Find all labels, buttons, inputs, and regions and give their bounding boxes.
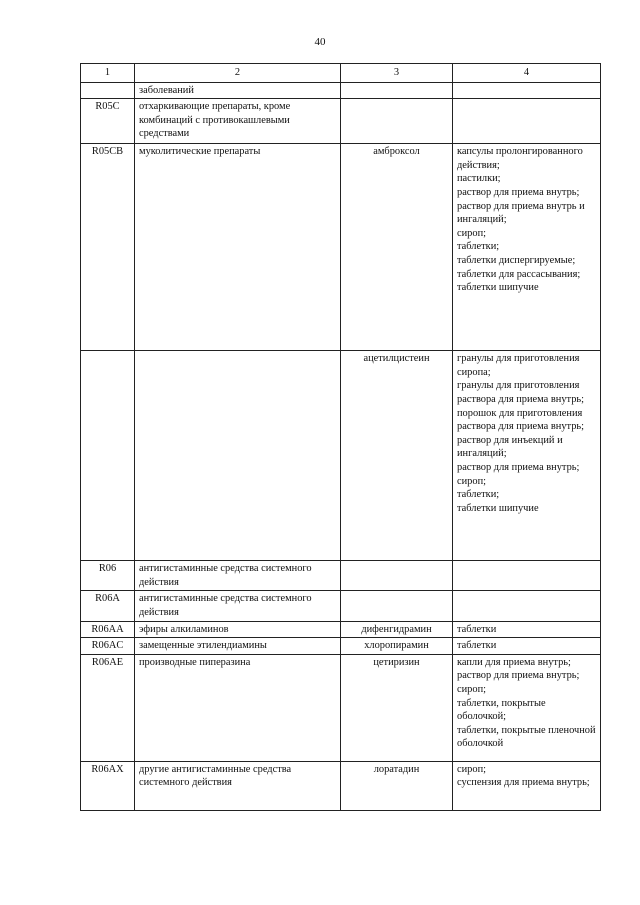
dosage-form: суспензия для приема внутрь; xyxy=(457,777,590,789)
table-row xyxy=(81,351,601,561)
group-name-cell: муколитические препараты xyxy=(135,144,341,351)
inn-cell xyxy=(341,99,453,144)
dosage-form: раствор для приема внутрь; xyxy=(457,461,580,473)
table-row xyxy=(81,591,601,621)
dosage-forms-cell xyxy=(453,82,601,99)
dosage-form: раствор для инъекций и ингаляций; xyxy=(457,434,563,460)
atc-code-cell: R06AE xyxy=(81,654,135,761)
table-row xyxy=(81,654,601,761)
atc-code-cell xyxy=(81,82,135,99)
dosage-form: таблетки xyxy=(457,640,497,652)
table-row xyxy=(81,761,601,810)
dosage-form: гранулы для приготовления сиропа; xyxy=(457,353,580,378)
dosage-form: гранулы для приготовления раствора для приема внутрь; xyxy=(457,380,585,405)
inn-cell xyxy=(341,82,453,99)
inn-cell xyxy=(341,561,453,591)
dosage-form: капли для приема внутрь; xyxy=(457,656,571,668)
dosage-forms-cell xyxy=(453,144,601,351)
atc-code-cell: R06AC xyxy=(81,638,135,655)
inn-cell: амброксол xyxy=(341,144,453,351)
column-header: 1 xyxy=(81,64,135,83)
dosage-form: порошок для приготовления раствора для приема внутрь; xyxy=(457,407,585,433)
atc-code-cell: R06 xyxy=(81,561,135,591)
dosage-form: таблетки, покрытые пленочной оболочкой xyxy=(457,724,596,750)
dosage-form: сироп; xyxy=(457,683,487,695)
inn-cell: хлоропирамин xyxy=(341,638,453,655)
header-row xyxy=(81,64,601,83)
table-row xyxy=(81,144,601,351)
atc-code-cell: R05C xyxy=(81,99,135,144)
dosage-forms-cell xyxy=(453,591,601,621)
dosage-form: таблетки, покрытые оболочкой; xyxy=(457,697,546,723)
dosage-forms-cell xyxy=(453,621,601,638)
group-name-cell: производные пиперазина xyxy=(135,654,341,761)
dosage-form: таблетки xyxy=(457,623,497,635)
group-name-cell: антигистаминные средства системного действия xyxy=(135,561,341,591)
dosage-form: таблетки диспергируемые; xyxy=(457,254,576,266)
inn-cell: ацетилцистеин xyxy=(341,351,453,561)
inn-cell: лоратадин xyxy=(341,761,453,810)
inn-cell: дифенгидрамин xyxy=(341,621,453,638)
atc-code-cell xyxy=(81,351,135,561)
table-row xyxy=(81,99,601,144)
dosage-form: таблетки; xyxy=(457,489,500,501)
dosage-forms-cell xyxy=(453,654,601,761)
atc-code-cell: R06AX xyxy=(81,761,135,810)
dosage-form: таблетки для рассасывания; xyxy=(457,268,581,280)
dosage-form: сироп; xyxy=(457,227,487,239)
dosage-forms-cell xyxy=(453,99,601,144)
atc-code-cell: R06AA xyxy=(81,621,135,638)
dosage-form: раствор для приема внутрь и ингаляций; xyxy=(457,200,585,226)
dosage-form: раствор для приема внутрь; xyxy=(457,186,580,198)
dosage-form: раствор для приема внутрь; xyxy=(457,670,580,682)
page-number: 40 xyxy=(314,36,326,48)
group-name-cell: отхаркивающие препараты, кроме комбинаций с противокашлевыми средствами xyxy=(135,99,341,144)
drug-table xyxy=(80,63,601,811)
dosage-form: пастилки; xyxy=(457,173,501,185)
dosage-form: сироп; xyxy=(457,763,487,775)
dosage-forms-cell xyxy=(453,351,601,561)
group-name-cell: другие антигистаминные средства системного действия xyxy=(135,761,341,810)
atc-code-cell: R06A xyxy=(81,591,135,621)
table-row xyxy=(81,561,601,591)
atc-code-cell: R05CB xyxy=(81,144,135,351)
dosage-form: сироп; xyxy=(457,475,487,487)
dosage-forms-cell xyxy=(453,761,601,810)
table-row xyxy=(81,638,601,655)
group-name-cell: антигистаминные средства системного действия xyxy=(135,591,341,621)
dosage-form: таблетки шипучие xyxy=(457,282,539,294)
table-row xyxy=(81,82,601,99)
dosage-form: таблетки шипучие xyxy=(457,502,539,514)
group-name-cell xyxy=(135,351,341,561)
group-name-cell: эфиры алкиламинов xyxy=(135,621,341,638)
dosage-form: таблетки; xyxy=(457,241,500,253)
dosage-forms-cell xyxy=(453,561,601,591)
inn-cell xyxy=(341,591,453,621)
column-header: 3 xyxy=(341,64,453,83)
column-header: 4 xyxy=(453,64,601,83)
column-header: 2 xyxy=(135,64,341,83)
inn-cell: цетиризин xyxy=(341,654,453,761)
dosage-form: капсулы пролонгированного действия; xyxy=(457,146,583,171)
dosage-forms-cell xyxy=(453,638,601,655)
group-name-cell: замещенные этилендиамины xyxy=(135,638,341,655)
table-row xyxy=(81,621,601,638)
group-name-cell: заболеваний xyxy=(135,82,341,99)
